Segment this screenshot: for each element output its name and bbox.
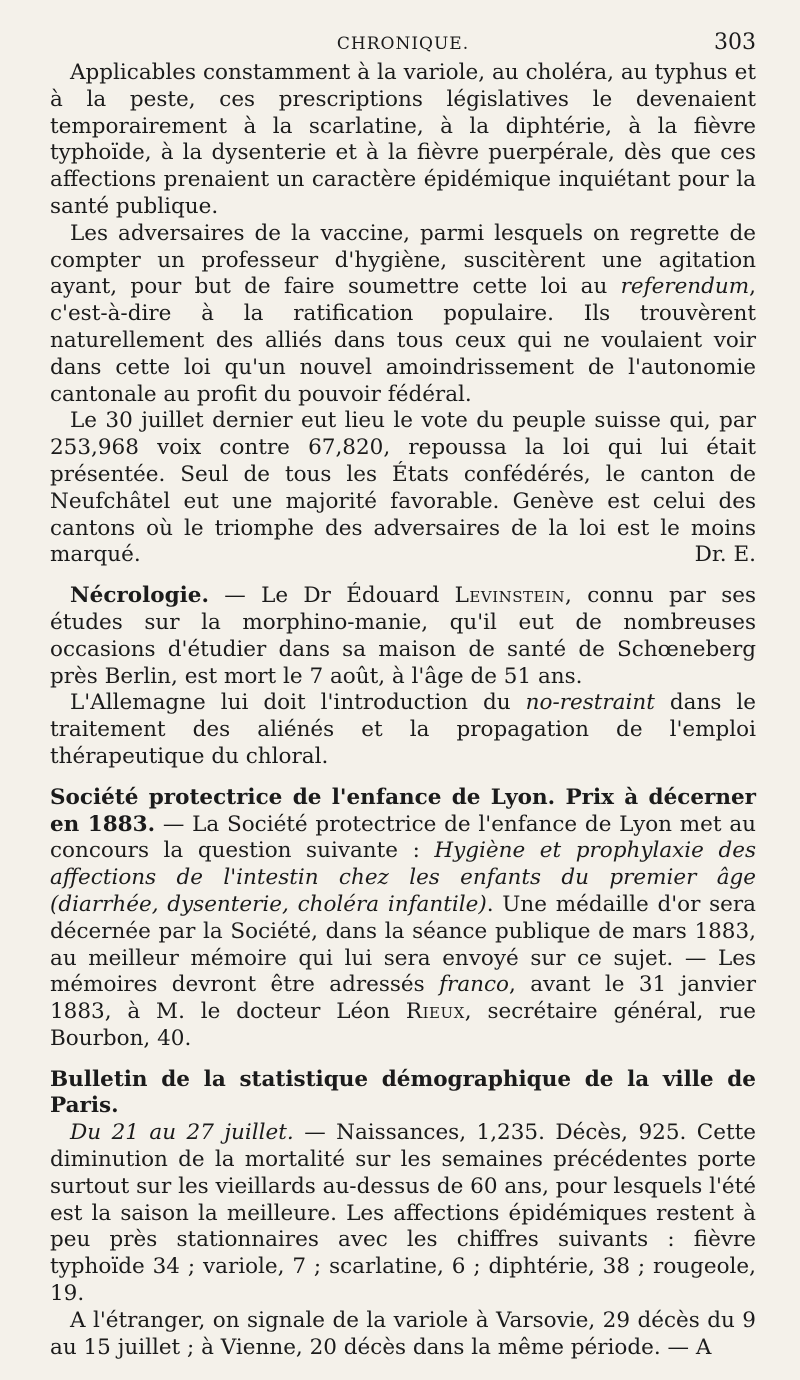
section-gap (50, 1053, 756, 1067)
text-run: — La Société protectrice de l'enfance de Lyon met au concours la question suivante : (50, 811, 756, 864)
italic-term: no-restraint (525, 690, 655, 716)
paragraph-bulletin (50, 1120, 756, 1308)
section-heading: Bulletin de la statistique démographique de la ville de Paris. (50, 1066, 756, 1119)
paragraph-adversaires (50, 221, 756, 409)
paragraph-necrologie (50, 583, 756, 690)
text-run: L'Allemagne lui doit l'introduction du (70, 690, 526, 716)
text-run: — Naissances, 1,235. Décès, 925. Cette diminution de la mortalité sur les semaines précédentes porte surtout sur les vieillards au-dessus de 60 ans, pour lesquels l'été est la saison la meilleure. Les affections épidémiques restent à peu près stationnaires avec les chiffres suivants : fièvre typhoïde 34 ; variole, 7 ; scarlatine, 6 ; diphtérie, 38 ; rougeole, 19. (50, 1120, 756, 1307)
paragraph-societe (50, 785, 756, 1053)
italic-date: Du 21 au 27 juillet. (70, 1120, 294, 1146)
body-text (50, 60, 756, 1361)
italic-term: Hygiène et prophylaxie des affections de l'intestin chez les enfants du premier âge (diarrhée, dysenterie, choléra infantile) (50, 838, 756, 917)
text-run: , connu par ses études sur la morphino-manie, qu'il eut de nombreuses occasions d'étudier dans sa maison de santé de Schœneberg près Berlin, est mort le 7 août, à l'âge de 51 ans. (50, 583, 756, 689)
paragraph-prescriptions: Applicables constamment à la variole, au choléra, au typhus et à la peste, ces prescriptions législatives le devenaient temporairement à la scarlatine, à la diphtérie, à la fièvre typhoïde, à la dysenterie et à la fièvre puerpérale, dès que ces affections prenaient un caractère épidémique inquiétant pour la santé publique. (50, 60, 756, 219)
page-number: 303 (714, 30, 756, 55)
section-heading: Société protectrice de l'enfance de Lyon. Prix à décerner en 1883. (50, 784, 756, 837)
text-run: . Une médaille d'or sera décernée par la Société, dans la séance publique de mars 1883, au meilleur mémoire qui lui sera envoyé sur ce sujet. — Les mémoires devront être adressés (50, 891, 756, 998)
paragraph-bulletin-heading (50, 1067, 756, 1121)
person-name: Levinstein (454, 583, 566, 609)
text-run: dans le traitement des aliénés et la propagation de l'emploi thérapeutique du chloral. (50, 690, 756, 769)
running-head (50, 20, 756, 60)
section-gap (50, 569, 756, 583)
italic-term: franco (439, 972, 509, 998)
text-run: Les adversaires de la vaccine, parmi lesquels on regrette de compter un professeur d'hygiène, suscitèrent une agitation ayant, pour but de faire soumettre cette loi au (50, 220, 756, 300)
author-signature: Dr. E. (694, 542, 756, 568)
text-run: , secrétaire général, rue Bourbon, 40. (50, 999, 757, 1051)
person-name: Rieux (405, 999, 465, 1025)
paragraph-vote (50, 408, 756, 569)
section-gap (50, 771, 756, 785)
text-run: Le 30 juillet dernier eut lieu le vote du peuple suisse qui, par 253,968 voix contre 67,820, repoussa la loi qui lui était présentée. Seul de tous les États confédérés, le canton de Neufchâtel eut une majorité favorable. Genève est celui des cantons où le triomphe des adversaires de la loi est le moins marqué. (50, 408, 756, 568)
section-heading: Nécrologie. (70, 583, 209, 609)
paragraph-allemagne (50, 690, 756, 770)
text-run: , avant le 31 janvier 1883, à M. le docteur Léon (50, 972, 756, 1025)
text-run: , c'est-à-dire à la ratification populaire. Ils trouvèrent naturellement des alliés dans tous ceux qui ne voulaient voir dans cette loi qu'un nouvel amoindrissement de l'autonomie cantonale au profit du pouvoir fédéral. (50, 274, 756, 407)
text-run: — Le Dr Édouard (208, 583, 455, 609)
paragraph-etranger: A l'étranger, on signale de la variole à Varsovie, 29 décès du 9 au 15 juillet ; à Vienne, 20 décès dans la même période. — A (50, 1307, 756, 1360)
italic-term: referendum (620, 274, 750, 300)
running-title: CHRONIQUE. (336, 34, 470, 54)
